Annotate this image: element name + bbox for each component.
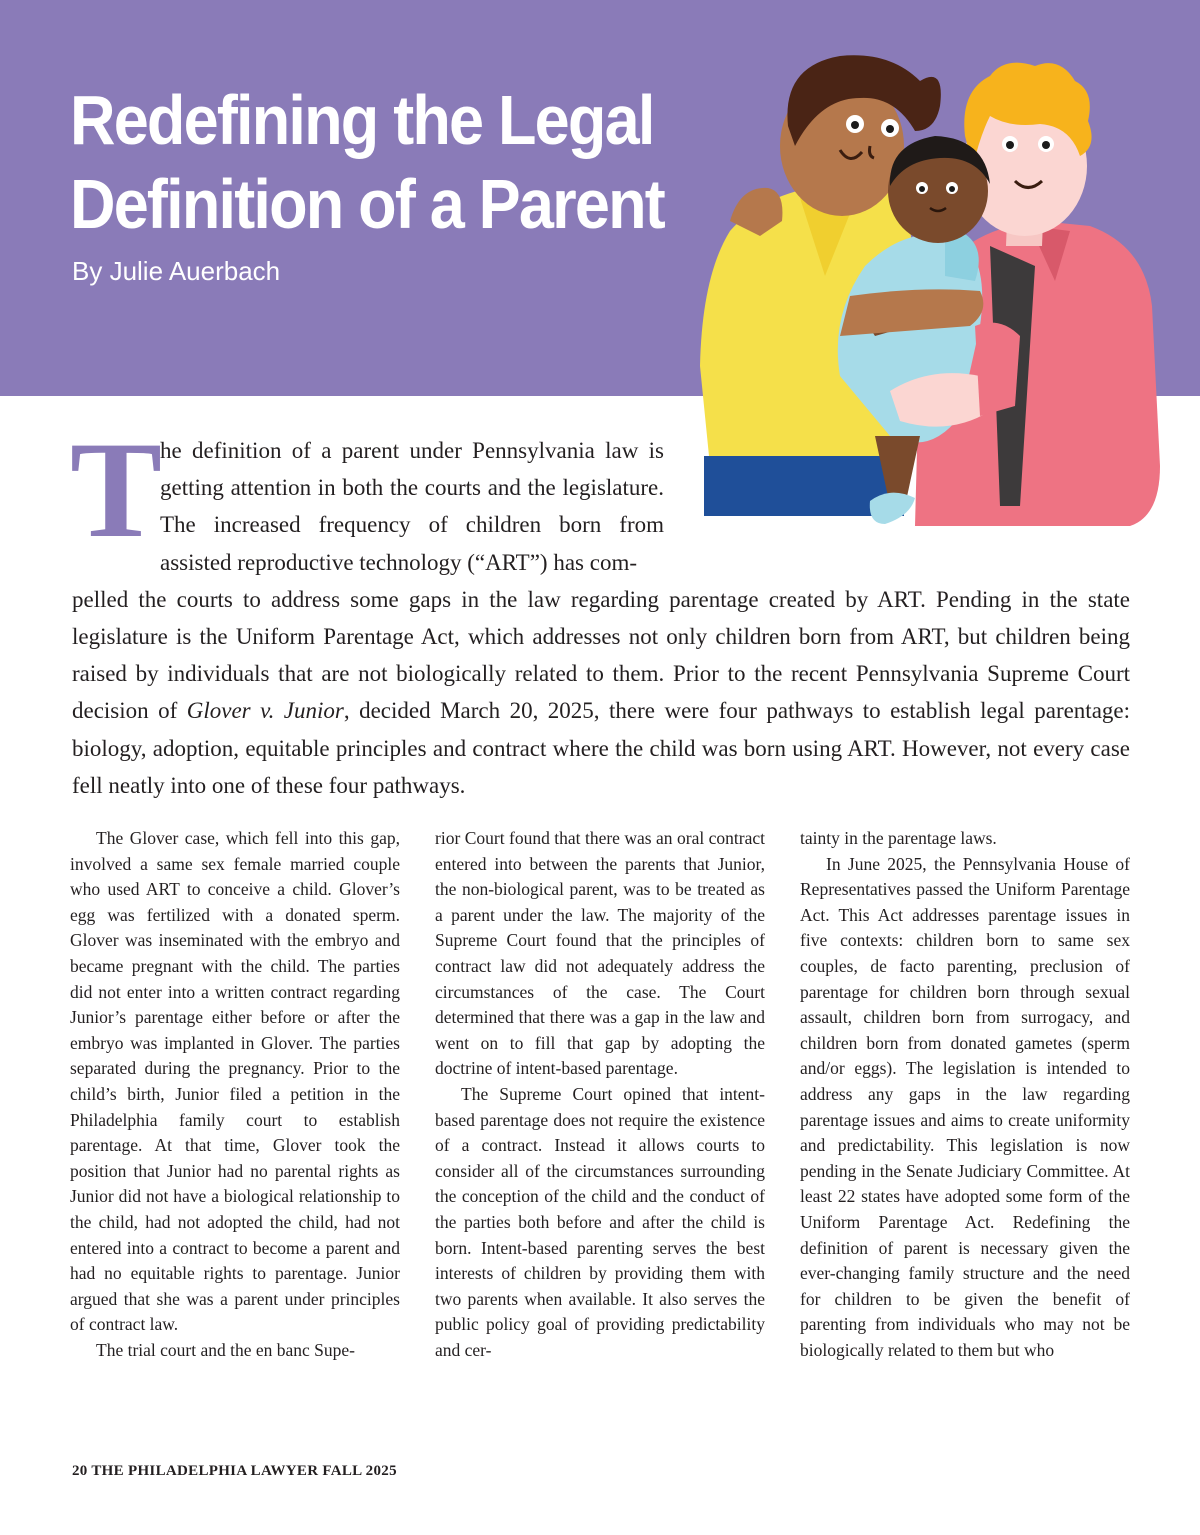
column-2-paragraph-1: rior Court found that there was an oral contract entered into between the parents that Junior, the non-biological parent, was to be treated as a parent under the law. The majority of the Supreme Court found that the principles of contract law did not adequately address the circumstances of the case. The Court determined that there was a gap in the law and went on to fill that gap by adopting the doctrine of intent-based parentage. [435,828,765,1079]
intro-paragraph-rest [72,581,1130,804]
column-3-paragraph-1: tainty in the parentage laws. [800,828,997,848]
intro-rest-part-2: , decided March 20, 2025, there were four pathways to establish legal parentage: biology, adoption, equitable principles and contract where the child was born using ART. However, not every case fell neatly into one of these four pathways. [72,698,1131,798]
page-footer: 20 THE PHILADELPHIA LAWYER FALL 2025 [72,1463,397,1479]
column-1-paragraph-2: The trial court and the en banc Supe- [96,1339,355,1360]
intro-text [70,413,1131,804]
column-1-paragraph-1: The Glover case, which fell into this gap, involved a same sex female married couple who used ART to conceive a child. Glover’s egg was fertilized with a donated sperm. Glover was inseminated with the embryo and became pregnant with the child. The parties did not enter into a written contract regarding Junior’s parentage either before or after the embryo was implanted in Glover. The parties separated during the pregnancy. Prior to the child’s birth, Junior filed a petition in the Philadelphia family court to establish parentage. At that time, Glover took the position that Junior had no parental rights as Junior did not have a biological relationship to the child, had not adopted the child, had not entered into a contract to become a parent and had no equitable rights to parentage. Junior argued that she was a parent under principles of contract law. [70,828,400,1335]
column-2 [435,826,765,1363]
column-1 [70,826,400,1363]
intro-paragraph-top: he definition of a parent under Pennsylvania law is getting attention in both the courts and the legislature. The increased frequency of children born from assisted reproductive technology (“ART”) has com- [160,438,664,575]
case-name: Glover v. Junior [186,698,344,724]
article-title [70,78,664,246]
title-line-1: Redefining the Legal [70,81,654,159]
drop-cap: T [70,413,163,566]
body-columns [70,826,1130,1386]
column-3-paragraph-2: In June 2025, the Pennsylvania House of Representatives passed the Uniform Parentage Act. This Act addresses parentage issues in five contexts: children born to same sex couples, de facto parenting, preclusion of parentage for children born through sexual assault, children born from surrogacy, and children born from donated gametes (sperm and/or eggs). The legislation is intended to address any gaps in the law regarding parentage issues and aims to create uniformity and predictability. This legislation is now pending in the Senate Judiciary Committee. At least 22 states have adopted some form of the Uniform Parentage Act. Redefining the definition of parent is necessary given the ever-changing family structure and the need for children to be given the benefit of parenting from individuals who may not be biologically related to them but who [800,853,1130,1360]
title-line-2: Definition of a Parent [70,165,664,243]
intro-rest-part-1: pelled the courts to address some gaps in the law regarding parentage created by ART. Pending in the state legislature is the Uniform Parentage Act, which addresses not only children born from ART, but children being raised by individuals that are not biologically related to them. Prior to the recent Pennsylvania Supreme Court decision of [72,586,1130,724]
column-2-paragraph-2: The Supreme Court opined that intent-based parentage does not require the existence of a contract. Instead it allows courts to consider all of the circumstances surrounding the conception of the child and the conduct of the parties both before and after the child is born. Intent-based parenting serves the best interests of children by providing them with two parents when available. It also serves the public policy goal of providing predictability and cer- [435,1083,765,1360]
column-3 [800,826,1130,1363]
byline: By Julie Auerbach [72,256,281,286]
